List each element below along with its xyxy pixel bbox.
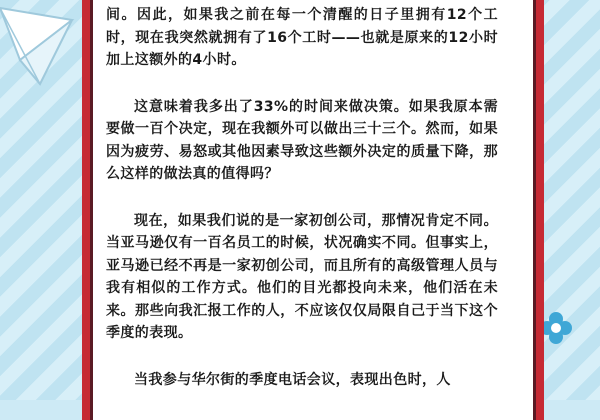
paper-plane-icon [0,0,80,90]
paragraph-4: 当我参与华尔街的季度电话会议，表现出色时，人 [134,371,451,388]
paragraph-2: 这意味着我多出了33%的时间来做决策。如果我原本需要做一百个决定，现在我额外可以做出三十三个。然而，如果因为疲劳、易怒或其他因素导致这些额外决定的质量下降，那么这样的做法真的值得吗？ [106,98,498,182]
paragraph-3: 现在，如果我们说的是一家初创公司，那情况肯定不同。当亚马逊仅有一百名员工的时候，状况确实不同。但事实上，亚马逊已经不再是一家初创公司，而且所有的高级管理人员与我有相似的工作方式。他们的目光都投向未来，他们活在未来。那些向我汇报工作的人，不应该仅仅局限自己于当下这个季度的表现。 [106,212,498,341]
paragraph-1: 间。因此，如果我之前在每一个清醒的日子里拥有12个工时，现在我突然就拥有了16个工时——也就是原来的12小时加上这额外的4小时。 [106,7,498,68]
article-body [106,4,498,415]
flower-icon [540,312,572,344]
